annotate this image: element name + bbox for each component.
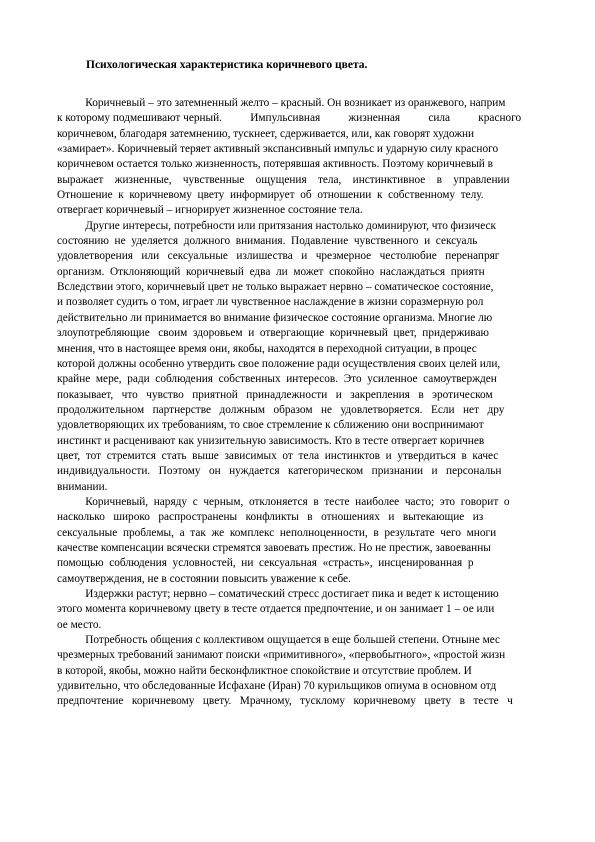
text-line: мнения, что в настоящее время они, якобы, находятся в переходной ситуации, в процес (57, 342, 477, 355)
text-line: индивидуальности. Поэтому он нуждается категорическом признании и персональн (57, 465, 502, 478)
text-line: ое место. (57, 618, 102, 631)
text-line: этого момента коричневому цвету в тесте отдается предпочтение, и он занимает 1 – ое или (57, 603, 495, 616)
text-line: насколько широко распространены конфликты в отношениях и вытекающие из (57, 511, 484, 524)
text-line: коричневом остается только жизненность, потерявшая активность. Поэтому коричневый в (57, 158, 493, 171)
text-line: удивительно, что обследованные Исфахане (Иран) 70 курильщиков опиума в основном отд (57, 680, 497, 693)
document-title: Психологическая характеристика коричневого цвета. (86, 59, 368, 71)
text-line: самоутверждения, не в состоянии повысить уважение к себе. (57, 572, 351, 585)
text-line: злоупотребляющие своим здоровьем и отвергающие коричневый цвет, придерживаю (57, 327, 489, 340)
document-body (57, 96, 595, 710)
text-line: Коричневый – это затемненный желто – красный. Он возникает из оранжевого, наприм (57, 97, 506, 109)
text-line: крайне мере, ради соблюдения собственных интересов. Это усиленное самоутвержден (57, 373, 497, 386)
text-line: и позволяет судить о том, играет ли чувственное наслаждение в жизни соразмерную рол (57, 296, 484, 309)
text-line: удовлетворения или сексуальные излишества и чрезмерное честолюбие перенапряг (57, 250, 500, 263)
text-line: «замирает». Коричневый теряет активный экспансивный импульс и ударную силу красного (57, 143, 499, 156)
text-line: Отношение к коричневому цвету информирует об отношении к собственному телу. (57, 189, 484, 202)
text-line: состоянию не уделяется должного внимания. Подавление чувственного и сексуаль (57, 235, 478, 248)
text-line: показывает, что чувство приятной принадлежности и закрепления в эротическом (57, 388, 493, 401)
text-line: Вследствии этого, коричневый цвет не только выражает нервно – соматическое состояние, (57, 281, 494, 294)
text-line: чрезмерных требований занимают поиски «примитивного», «первобытного», «простой жизн (57, 649, 506, 662)
text-line: Коричневый, наряду с черным, отклоняется в тесте наиболее часто; это говорит о (57, 495, 510, 508)
text-line: предпочтение коричневому цвету. Мрачному, тусклому коричневому цвету в тесте ч (57, 695, 513, 708)
text-line: Издержки растут; нервно – соматический стресс достигает пика и ведет к истощению (57, 588, 499, 600)
text-line: в которой, якобы, можно найти бесконфликтное спокойствие и отсутствие проблем. И (57, 664, 472, 677)
text-line: которой должны особенно утвердить свое положение ради осуществления своих целей или, (57, 357, 501, 370)
text-line: Другие интересы, потребности или притязания настолько доминируют, что физическ (57, 219, 497, 232)
text-line: выражает жизненные, чувственные ощущения тела, инстинктивное в управлении (57, 173, 510, 186)
text-line: цвет, тот стремится стать выше зависимых от тела инстинктов и утвердиться в качес (57, 449, 499, 462)
text-line: внимании. (57, 480, 108, 493)
text-line: сексуальные проблемы, а так же комплекс неполноценности, в результате чего многи (57, 526, 497, 539)
text-line: помощью соблюдения условностей, ни сексуальная «страсть», инсценированная р (57, 557, 474, 570)
text-line: организм. Отклоняющий коричневый едва ли может спокойно наслаждаться приятн (57, 265, 485, 278)
text-line: продолжительном партнерстве должным образом не удовлетворяется. Если нет дру (57, 403, 505, 416)
text-line: качестве компенсации всячески стремятся завоевать престиж. Но не престиж, завоеванны (57, 541, 491, 554)
text-line: инстинкт и расценивают как унизительную зависимость. Кто в тесте отвергает коричнев (57, 434, 485, 447)
text-line: Потребность общения с коллективом ощущается в еще большей степени. Отныне мес (57, 634, 501, 647)
text-line: отвергает коричневый – игнорирует жизненное состояние тела. (57, 204, 363, 217)
text-line: коричневом, благодаря затемнению, тускнеет, сдерживается, или, как говорят художни (57, 127, 475, 140)
text-line: действительно ли принимается во внимание физическое состояние организма. Многие лю (57, 311, 493, 324)
text-line: к которому подмешивают черный. Импульсивная жизненная сила красного (57, 112, 522, 125)
text-line: удовлетворяющих их требованиям, то свое стремление к сближению они воспринимают (57, 419, 484, 432)
